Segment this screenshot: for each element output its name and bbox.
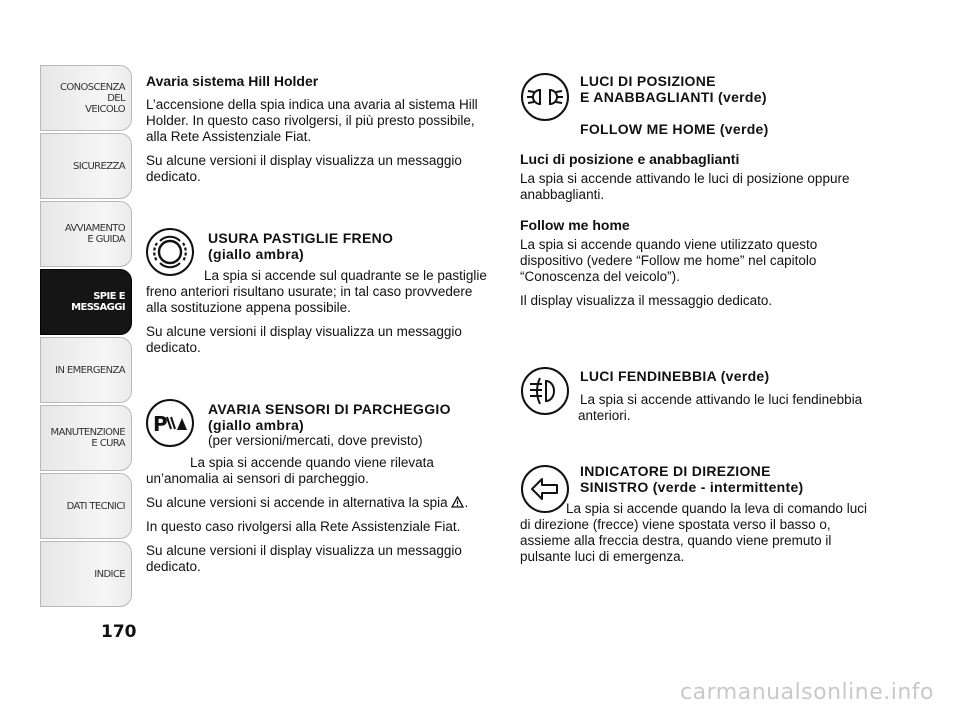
brake-pads-title: USURA PASTIGLIE FRENO [208, 230, 394, 246]
tab-label-line: DEL [107, 92, 125, 104]
page-number: 170 [101, 622, 137, 642]
follow-me-home-subtitle: Follow me home [520, 217, 630, 233]
parking-sensor-display-text: Su alcune versioni il display visualizza un messaggio dedicato. [146, 543, 462, 574]
tab-label-line: SICUREZZA [72, 160, 125, 172]
follow-me-home-text: La spia si accende quando viene utilizzato questo dispositivo (vedere “Follow me home” nel capitolo “Conoscenza del veicolo”). [520, 237, 818, 284]
fog-lights-title: LUCI FENDINEBBIA (verde) [580, 368, 770, 384]
hill-holder-display-text: Su alcune versioni il display visualizza un messaggio dedicato. [146, 153, 462, 184]
follow-me-home-title: FOLLOW ME HOME (verde) [580, 121, 769, 137]
lights-subtitle: Luci di posizione e anabbaglianti [520, 151, 740, 167]
tab-label-line: CONOSCENZA [59, 81, 125, 93]
brake-pads-text: La spia si accende sul quadrante se le pastiglie freno anteriori risultano usurate; in tal caso provvedere alla sostituzione appena possibile. [146, 268, 487, 315]
tab-label-line: E GUIDA [87, 234, 125, 245]
fog-lights-section [520, 368, 875, 432]
tab-sicurezza[interactable] [40, 133, 132, 199]
parking-sensor-note: (per versioni/mercati, dove previsto) [208, 433, 423, 448]
parking-sensor-section [146, 401, 496, 583]
tab-label-line: DATI TECNICI [66, 500, 125, 512]
tab-label-line: E CURA [91, 438, 125, 449]
tab-label-line: INDICE [94, 568, 125, 580]
brake-pads-color: (giallo ambra) [208, 246, 304, 262]
lights-text: La spia si accende attivando le luci di posizione oppure anabbaglianti. [520, 171, 850, 202]
tab-in-emergenza[interactable] [40, 337, 132, 403]
turn-indicator-title-2: SINISTRO (verde - intermittente) [580, 479, 804, 495]
turn-indicator-title: INDICATORE DI DIREZIONE [580, 463, 771, 479]
watermark: carmanualsonline.info [680, 680, 934, 705]
hill-holder-title: Avaria sistema Hill Holder [146, 73, 319, 89]
parking-sensor-alt-end: . [464, 495, 469, 510]
fog-lights-text: La spia si accende attivando le luci fendinebbia anteriori. [578, 392, 863, 423]
brake-pads-display-text: Su alcune versioni il display visualizza un messaggio dedicato. [146, 324, 462, 355]
tab-label-line: MESSAGGI [71, 302, 125, 313]
parking-sensor-alt-text [146, 495, 496, 511]
follow-me-home-display-text: Il display visualizza il messaggio dedicato. [520, 293, 773, 308]
parking-sensor-color: (giallo ambra) [208, 417, 304, 433]
tab-label-line: IN EMERGENZA [55, 364, 125, 376]
tab-label-line: SPIE E [93, 291, 125, 302]
tab-label-line: MANUTENZIONE [50, 427, 125, 438]
hill-holder-section [146, 73, 496, 193]
warning-triangle-icon [451, 496, 464, 508]
parking-sensor-title: AVARIA SENSORI DI PARCHEGGIO [208, 401, 451, 417]
brake-pads-section [146, 230, 496, 364]
tab-manutenzione-e-cura[interactable] [40, 405, 132, 471]
tab-indice[interactable] [40, 541, 132, 607]
tab-label-line: AVVIAMENTO [64, 223, 125, 234]
parking-sensor-alt-label: Su alcune versioni si accende in alternativa la spia [146, 495, 448, 510]
turn-indicator-text: La spia si accende quando la leva di comando luci di direzione (frecce) viene spostata verso il basso o, assieme alla freccia destra, quando viene premuto il pulsante luci di emergenza. [520, 501, 867, 564]
parking-sensor-text: La spia si accende quando viene rilevata un’anomalia ai sensori di parcheggio. [146, 455, 434, 486]
tab-dati-tecnici[interactable] [40, 473, 132, 539]
tab-label-line: VEICOLO [85, 103, 125, 115]
hill-holder-text: L’accensione della spia indica una avaria al sistema Hill Holder. In questo caso rivolgersi, il più presto possibile, alla Rete Assistenziale Fiat. [146, 97, 478, 144]
tab-spie-e-messaggi[interactable] [40, 269, 132, 335]
tab-conoscenza-del-veicolo[interactable] [40, 65, 132, 131]
svg-text:P: P [153, 412, 168, 436]
turn-indicator-section [520, 463, 875, 573]
tab-avviamento-e-guida[interactable] [40, 201, 132, 267]
lights-section [520, 73, 875, 317]
parking-sensor-service-text: In questo caso rivolgersi alla Rete Assistenziale Fiat. [146, 519, 461, 534]
lights-title: LUCI DI POSIZIONE [580, 73, 716, 89]
lights-title-2: E ANABBAGLIANTI (verde) [580, 89, 767, 105]
